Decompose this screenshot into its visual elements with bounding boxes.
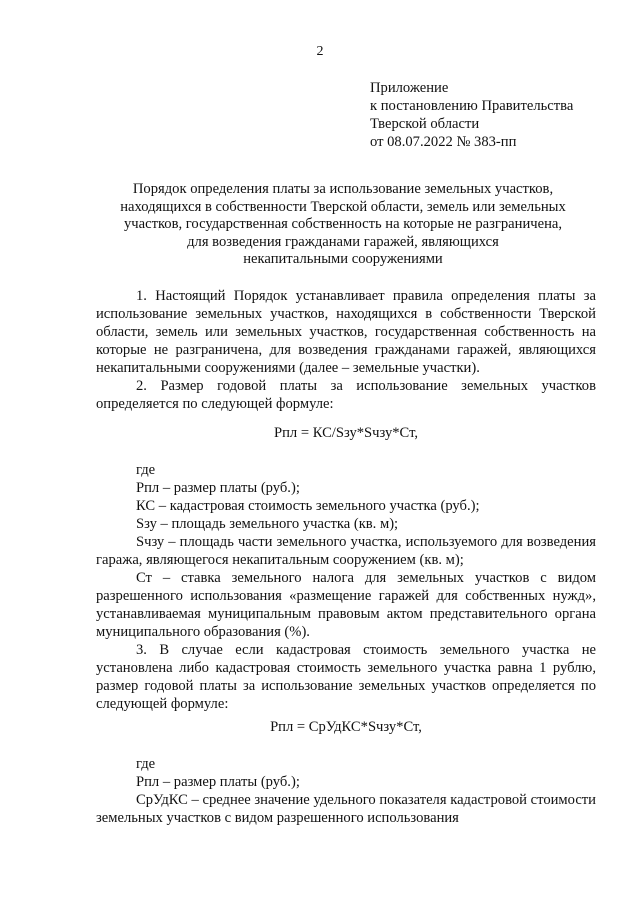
appendix-line: Тверской области (370, 116, 480, 132)
definition-item: Ст – ставка земельного налога для земельных участков с видом разрешенного использования «размещение гаражей для собственных нужд», устанавливаемая муниципальным правовым актом представительного органа муниципального образования (%). (96, 570, 596, 640)
document-title (108, 181, 578, 269)
formula-2: Рпл = СрУдКС*Sчзу*Ст, (270, 719, 422, 735)
title-line: находящихся в собственности Тверской области, земель или земельных (120, 198, 566, 215)
definition-item: КС – кадастровая стоимость земельного участка (руб.); (136, 498, 480, 514)
where-label: где (136, 462, 156, 478)
appendix-block (370, 79, 573, 151)
formula-1: Рпл = КС/Sзу*Sчзу*Ст, (273, 425, 419, 441)
definition-item: Sчзу – площадь части земельного участка, используемого для возведения гаража, являющегося некапитальным сооружением (кв. м); (96, 534, 596, 568)
paragraph-1: 1. Настоящий Порядок устанавливает правила определения платы за использование земельных участков, находящихся в собственности Тверской области, земель или земельных участков, государственная собственность на которые не разграничена, для возведения гражданами гаражей, являющихся некапитальными сооружениями (далее – земельные участки). (96, 288, 596, 376)
formula-2-block (96, 718, 596, 736)
definition-item: СрУдКС – среднее значение удельного показателя кадастровой стоимости земельных участков с видом разрешенного использования (96, 792, 596, 826)
paragraph-1-block (96, 287, 596, 413)
definitions-2-block (96, 755, 596, 827)
appendix-line: от 08.07.2022 № 383-пп (370, 134, 517, 150)
where-label: где (136, 756, 156, 772)
title-line: участков, государственная собственность на которые не разграничена, (123, 216, 563, 233)
definition-item: Рпл – размер платы (руб.); (136, 774, 300, 790)
formula-1-block (96, 424, 596, 442)
definition-item: Рпл – размер платы (руб.); (136, 480, 300, 496)
appendix-line: Приложение (370, 80, 449, 96)
title-line: Порядок определения платы за использование земельных участков, (132, 181, 554, 197)
page-number: 2 (316, 44, 324, 59)
definition-item: Sзу – площадь земельного участка (кв. м); (136, 516, 399, 532)
paragraph-3: 3. В случае если кадастровая стоимость земельного участка не установлена либо кадастровая стоимость земельного участка равна 1 рублю, размер годовой платы за использование земельных участков определяется по следующей формуле: (96, 642, 596, 712)
paragraph-2: 2. Размер годовой платы за использование земельных участков определяется по следующей формуле: (96, 378, 596, 412)
title-line: некапитальными сооружениями (243, 251, 443, 268)
appendix-line: к постановлению Правительства (370, 98, 574, 114)
definitions-1-block (96, 461, 596, 713)
title-line: для возведения гражданами гаражей, являющихся (187, 233, 499, 250)
